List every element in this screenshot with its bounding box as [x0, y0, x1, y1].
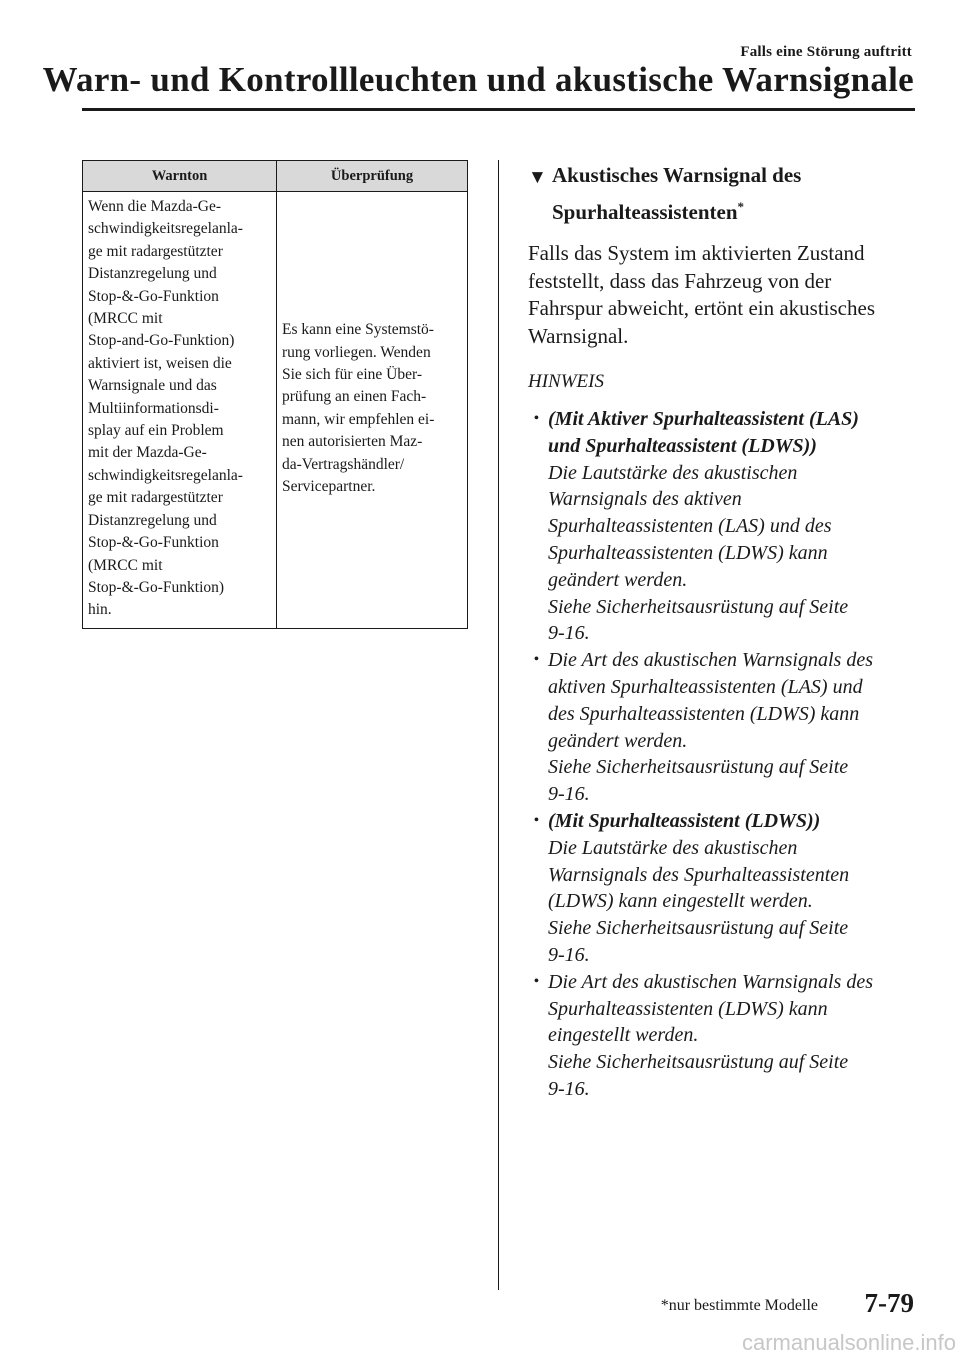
page-title: Warn- und Kontrollleuchten und akustische Warnsignale	[42, 60, 914, 99]
column-divider	[498, 160, 499, 1290]
note-item	[528, 808, 928, 969]
section-subtitle: Falls eine Störung auftritt	[740, 44, 912, 60]
note-line: Die Art des akustischen Warnsignals des	[548, 649, 873, 672]
cell-line: Stop-&-Go-Funktion)	[88, 578, 225, 596]
note-line: Spurhalteassistenten (LDWS) kann	[548, 541, 828, 564]
cell-line: Distanzregelung und	[88, 265, 217, 283]
note-line: eingestellt werden.	[548, 1024, 699, 1047]
cell-line: mann, wir empfehlen ei-	[282, 410, 435, 428]
cell-line: Sie sich für eine Über-	[282, 366, 422, 384]
note-line: Siehe Sicherheitsausrüstung auf Seite	[548, 595, 849, 618]
note-item	[528, 406, 928, 647]
body-line: Warnsignal.	[528, 323, 629, 348]
cell-line: (MRCC mit	[88, 556, 163, 574]
note-line: (Mit Spurhalteassistent (LDWS))	[548, 809, 821, 832]
heading-text: Spurhalteassistenten	[552, 200, 738, 224]
note-line: Warnsignals des aktiven	[548, 488, 742, 511]
cell-line: prüfung an einen Fach-	[282, 388, 427, 406]
cell-line: rung vorliegen. Wenden	[282, 343, 431, 361]
footnote: *nur bestimmte Modelle	[660, 1297, 818, 1314]
cell-line: Warnsignale und das	[88, 377, 217, 395]
note-line: (LDWS) kann eingestellt werden.	[548, 890, 813, 913]
note-line: Warnsignals des Spurhalteassistenten	[548, 863, 850, 886]
note-line: Die Lautstärke des akustischen	[548, 461, 798, 484]
cell-line: Distanzregelung und	[88, 511, 217, 529]
cell-line: schwindigkeitsregelanla-	[88, 466, 243, 484]
note-line: 9-16.	[548, 1077, 590, 1100]
note-item	[528, 647, 928, 808]
right-column	[528, 160, 928, 1103]
cell-line: Es kann eine Systemstö-	[282, 321, 434, 339]
table-header-warnton: Warnton	[83, 161, 277, 192]
cell-line: mit der Mazda-Ge-	[88, 444, 207, 462]
note-list	[528, 406, 928, 1103]
body-line: feststellt, dass das Fahrzeug von der	[528, 268, 832, 293]
cell-line: Servicepartner.	[282, 478, 376, 496]
note-line: Siehe Sicherheitsausrüstung auf Seite	[548, 756, 849, 779]
table-cell-warnton	[83, 192, 277, 629]
cell-line: ge mit radargestützter	[88, 489, 223, 507]
cell-line: hin.	[88, 601, 112, 619]
cell-line: Stop-and-Go-Funktion)	[88, 332, 235, 350]
cell-line: ge mit radargestützter	[88, 242, 223, 260]
note-line: 9-16.	[548, 622, 590, 645]
note-line: Spurhalteassistenten (LAS) und des	[548, 515, 832, 538]
bullet-icon: •	[534, 411, 539, 426]
bullet-icon: •	[534, 652, 539, 668]
footnote-asterisk: *	[737, 199, 745, 214]
note-line: des Spurhalteassistenten (LDWS) kann	[548, 702, 860, 725]
cell-line: Multiinformationsdi-	[88, 399, 219, 417]
note-title: HINWEIS	[528, 371, 604, 392]
cell-line: aktiviert ist, weisen die	[88, 354, 232, 372]
note-line: 9-16.	[548, 943, 590, 966]
heading-line: Akustisches Warnsignal des	[552, 163, 802, 187]
cell-line: Stop-&-Go-Funktion	[88, 287, 219, 305]
cell-line: Stop-&-Go-Funktion	[88, 534, 219, 552]
bullet-icon: •	[534, 973, 539, 989]
page-number: 7-79	[864, 1288, 914, 1318]
section-heading	[528, 160, 928, 228]
cell-line: (MRCC mit	[88, 310, 163, 328]
cell-line: da-Vertragshändler/	[282, 455, 405, 473]
bullet-icon: •	[534, 812, 539, 828]
table-cell-ueberpruefung	[277, 192, 468, 629]
note-line: geändert werden.	[548, 568, 688, 591]
note-line: Spurhalteassistenten (LDWS) kann	[548, 997, 828, 1020]
note-line: aktiven Spurhalteassistenten (LAS) und	[548, 675, 863, 698]
table-row	[83, 192, 468, 629]
note-line: Siehe Sicherheitsausrüstung auf Seite	[548, 1051, 849, 1074]
cell-line: splay auf ein Problem	[88, 422, 224, 440]
note-item	[528, 969, 928, 1103]
note-line: 9-16.	[548, 783, 590, 806]
cell-line: nen autorisierten Maz-	[282, 433, 423, 451]
table-header-ueberpruefung: Überprüfung	[277, 161, 468, 192]
cell-line: Wenn die Mazda-Ge-	[88, 198, 222, 215]
header-rule	[82, 108, 915, 111]
note-line: Die Art des akustischen Warnsignals des	[548, 970, 873, 993]
body-paragraph	[528, 240, 928, 350]
body-line: Falls das System im aktivierten Zustand	[528, 241, 865, 265]
note-line: geändert werden.	[548, 729, 688, 752]
triangle-icon: ▼	[528, 167, 547, 188]
heading-line	[552, 191, 928, 228]
cell-line: schwindigkeitsregelanla-	[88, 220, 243, 238]
watermark: carmanualsonline.info	[741, 1330, 956, 1355]
note-line: (Mit Aktiver Spurhalteassistent (LAS)	[548, 408, 859, 430]
warning-table	[82, 160, 468, 629]
note-line: Siehe Sicherheitsausrüstung auf Seite	[548, 917, 849, 940]
note-line: Die Lautstärke des akustischen	[548, 836, 798, 859]
note-line: und Spurhalteassistent (LDWS))	[548, 434, 817, 457]
body-line: Fahrspur abweicht, ertönt ein akustisches	[528, 296, 875, 320]
